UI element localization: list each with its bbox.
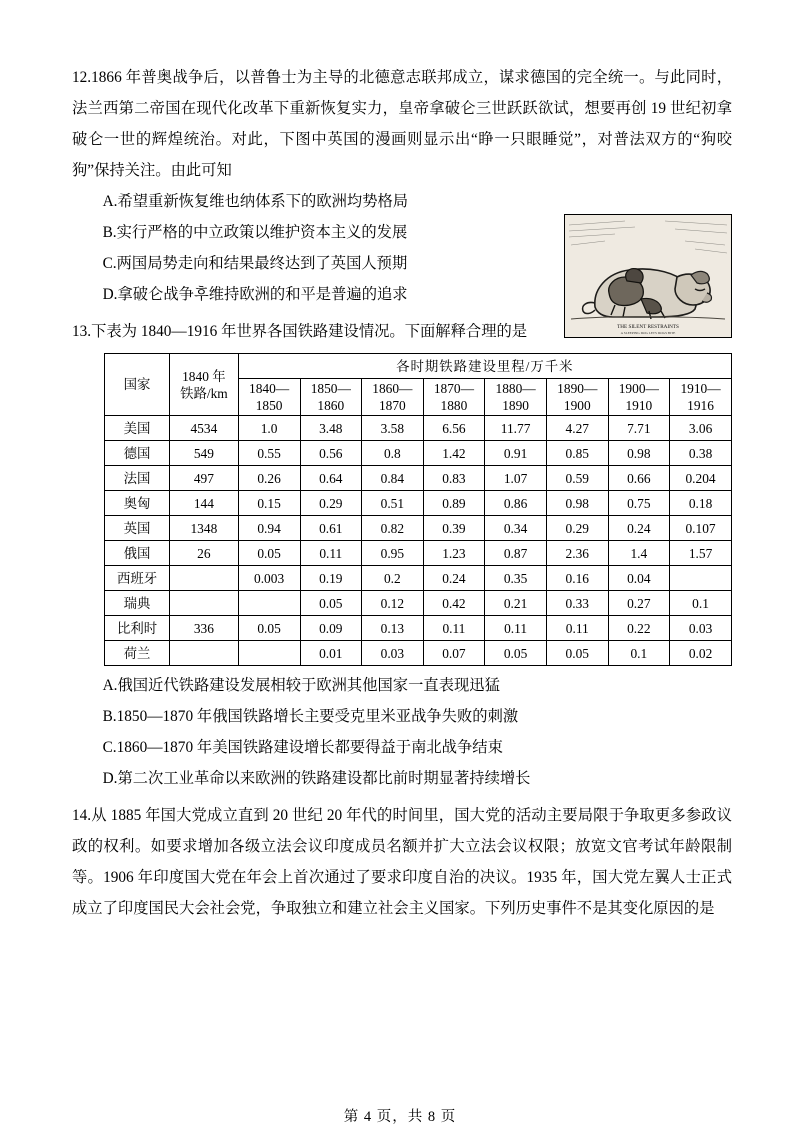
row-value: 0.07 [423, 641, 485, 666]
row-value [238, 591, 300, 616]
question-14-text [72, 800, 732, 924]
row-rail1840: 336 [170, 616, 239, 641]
question-12-option-c: C.两国局势走向和结果最终达到了英国人预期 [102, 255, 408, 272]
row-value: 0.16 [546, 566, 608, 591]
row-value: 0.18 [670, 491, 732, 516]
row-value: 0.8 [362, 441, 424, 466]
row-value: 0.82 [362, 516, 424, 541]
question-13-number: 13. [72, 323, 92, 340]
row-value: 0.05 [546, 641, 608, 666]
header-period-6-label: 1890—1900 [557, 381, 598, 413]
row-country: 俄国 [105, 541, 170, 566]
question-13 [72, 316, 732, 794]
page-content [72, 62, 732, 930]
header-period-8 [670, 379, 732, 416]
header-rail-1840 [170, 354, 239, 416]
question-13-option-b: B.1850—1870 年俄国铁路增长主要受克里米亚战争失败的刺激 [102, 708, 519, 725]
header-period-2-label: 1850—1860 [310, 381, 351, 413]
row-value: 0.85 [546, 441, 608, 466]
row-rail1840 [170, 641, 239, 666]
row-value: 0.09 [300, 616, 362, 641]
row-value: 1.57 [670, 541, 732, 566]
row-value: 1.4 [608, 541, 670, 566]
row-country: 奥匈 [105, 491, 170, 516]
row-country: 瑞典 [105, 591, 170, 616]
header-period-7-label: 1900—1910 [618, 381, 659, 413]
question-14 [72, 800, 732, 924]
row-value: 0.107 [670, 516, 732, 541]
row-value: 0.89 [423, 491, 485, 516]
row-value: 0.204 [670, 466, 732, 491]
header-span-periods: 各时期铁路建设里程/万千米 [238, 354, 731, 379]
row-value: 0.04 [608, 566, 670, 591]
question-14-body: 从 1885 年国大党成立直到 20 世纪 20 年代的时间里，国大党的活动主要局限于争取更多参政议政的权利。如要求增加各级立法会议印度成员名额并扩大立法会议权限；放宽文官考试年龄限制等。1906 年印度国大党在年会上首次通过了要求印度自治的决议。1935 年，国大党左翼人士正式成立了印度国民大会社会党，争取独立和建立社会主义国家。下列历史事件不是其变化原因的是 [72, 807, 732, 917]
row-rail1840: 4534 [170, 416, 239, 441]
row-rail1840: 1348 [170, 516, 239, 541]
row-value: 0.75 [608, 491, 670, 516]
row-value: 0.33 [546, 591, 608, 616]
row-value [238, 641, 300, 666]
row-value: 0.59 [546, 466, 608, 491]
row-value: 0.26 [238, 466, 300, 491]
table-row [105, 591, 732, 616]
table-row [105, 491, 732, 516]
question-12-option-b: B.实行严格的中立政策以维护资本主义的发展 [102, 224, 408, 241]
row-value: 0.83 [423, 466, 485, 491]
row-value: 2.36 [546, 541, 608, 566]
question-12-text [72, 62, 732, 186]
row-value: 0.22 [608, 616, 670, 641]
header-period-3-label: 1860—1870 [372, 381, 413, 413]
row-value: 0.84 [362, 466, 424, 491]
row-value: 0.94 [238, 516, 300, 541]
row-rail1840 [170, 566, 239, 591]
row-value: 0.51 [362, 491, 424, 516]
header-period-4 [423, 379, 485, 416]
row-value: 0.03 [670, 616, 732, 641]
header-period-4-label: 1870—1880 [433, 381, 474, 413]
row-value: 0.42 [423, 591, 485, 616]
row-value: 3.06 [670, 416, 732, 441]
row-value: 0.61 [300, 516, 362, 541]
row-value: 0.24 [608, 516, 670, 541]
row-value: 0.55 [238, 441, 300, 466]
row-value: 0.24 [423, 566, 485, 591]
question-14-number: 14. [72, 807, 92, 824]
row-value: 0.39 [423, 516, 485, 541]
question-13-option-c: C.1860—1870 年美国铁路建设增长都要得益于南北战争结束 [102, 739, 503, 756]
row-value: 7.71 [608, 416, 670, 441]
header-period-8-label: 1910—1916 [680, 381, 721, 413]
table-row [105, 566, 732, 591]
table-row [105, 466, 732, 491]
row-value: 1.0 [238, 416, 300, 441]
row-country: 法国 [105, 466, 170, 491]
header-rail-1840-line2: 铁路/km [180, 385, 228, 401]
row-country: 英国 [105, 516, 170, 541]
row-value: 0.13 [362, 616, 424, 641]
cartoon-caption: THE SILENT RESTRAINTS [617, 324, 679, 330]
header-period-7 [608, 379, 670, 416]
row-value: 0.01 [300, 641, 362, 666]
row-value: 0.05 [485, 641, 547, 666]
table-body [105, 416, 732, 666]
row-rail1840: 549 [170, 441, 239, 466]
row-rail1840: 497 [170, 466, 239, 491]
table-row [105, 541, 732, 566]
question-13-body: 下表为 1840—1916 年世界各国铁路建设情况。下面解释合理的是 [91, 323, 528, 340]
table-header-row-1 [105, 354, 732, 379]
row-value: 0.35 [485, 566, 547, 591]
row-value: 0.02 [670, 641, 732, 666]
row-value: 0.21 [485, 591, 547, 616]
row-value [670, 566, 732, 591]
row-value: 0.11 [485, 616, 547, 641]
row-value: 1.42 [423, 441, 485, 466]
row-value: 3.58 [362, 416, 424, 441]
row-value: 0.91 [485, 441, 547, 466]
row-value: 0.27 [608, 591, 670, 616]
table-row [105, 441, 732, 466]
row-country: 荷兰 [105, 641, 170, 666]
question-13-text [72, 316, 732, 347]
row-value: 0.98 [608, 441, 670, 466]
railway-table [104, 353, 732, 666]
row-rail1840: 144 [170, 491, 239, 516]
row-country: 美国 [105, 416, 170, 441]
row-value: 0.05 [238, 616, 300, 641]
row-value: 1.23 [423, 541, 485, 566]
row-value: 0.95 [362, 541, 424, 566]
row-value: 0.66 [608, 466, 670, 491]
row-value: 0.003 [238, 566, 300, 591]
question-13-option-a: A.俄国近代铁路建设发展相较于欧洲其他国家一直表现迅猛 [102, 677, 500, 694]
header-period-1-label: 1840—1850 [249, 381, 290, 413]
question-12-number: 12. [72, 69, 92, 86]
row-value: 6.56 [423, 416, 485, 441]
row-value: 0.87 [485, 541, 547, 566]
row-value: 0.86 [485, 491, 547, 516]
row-value: 0.11 [423, 616, 485, 641]
row-value: 0.15 [238, 491, 300, 516]
row-value: 0.19 [300, 566, 362, 591]
header-period-5 [485, 379, 547, 416]
header-period-2 [300, 379, 362, 416]
table-row [105, 641, 732, 666]
row-value: 0.11 [546, 616, 608, 641]
row-value: 0.2 [362, 566, 424, 591]
question-12-body: 1866 年普奥战争后，以普鲁士为主导的北德意志联邦成立，谋求德国的完全统一。与此同时，法兰西第二帝国在现代化改革下重新恢复实力，皇帝拿破仑三世跃跃欲试，想要再创 19 世纪初拿破仑一世的辉煌统治。对此，下图中英国的漫画则显示出“睁一只眼睡觉”，对普法双方的“狗咬狗”保持关注。由此可知 [72, 69, 732, 179]
row-value: 0.64 [300, 466, 362, 491]
header-period-5-label: 1880—1890 [495, 381, 536, 413]
row-country: 德国 [105, 441, 170, 466]
row-value: 0.12 [362, 591, 424, 616]
row-value: 0.1 [608, 641, 670, 666]
header-period-6 [546, 379, 608, 416]
row-value: 1.07 [485, 466, 547, 491]
header-period-1 [238, 379, 300, 416]
row-value: 0.56 [300, 441, 362, 466]
row-value: 0.1 [670, 591, 732, 616]
header-rail-1840-line1: 1840 年 [182, 368, 226, 384]
row-value: 0.05 [238, 541, 300, 566]
row-rail1840 [170, 591, 239, 616]
cartoon-subcaption: A SLEEPING DOG LETS DOGS BITE [620, 331, 676, 335]
row-value: 4.27 [546, 416, 608, 441]
header-country: 国家 [105, 354, 170, 416]
row-value: 11.77 [485, 416, 547, 441]
row-value: 0.05 [300, 591, 362, 616]
row-value: 0.38 [670, 441, 732, 466]
row-rail1840: 26 [170, 541, 239, 566]
table-row [105, 516, 732, 541]
question-13-option-d: D.第二次工业革命以来欧洲的铁路建设都比前时期显著持续增长 [102, 770, 531, 787]
page-footer: 第 4 页，共 8 页 [343, 1109, 457, 1125]
row-value: 0.34 [485, 516, 547, 541]
row-value: 0.11 [300, 541, 362, 566]
row-country: 比利时 [105, 616, 170, 641]
table-row [105, 616, 732, 641]
row-country: 西班牙 [105, 566, 170, 591]
question-12-option-d: D.拿破仑战争후维持欧洲的和平是普遍的追求 [102, 286, 408, 303]
row-value: 0.98 [546, 491, 608, 516]
header-period-3 [362, 379, 424, 416]
row-value: 0.29 [300, 491, 362, 516]
row-value: 0.29 [546, 516, 608, 541]
row-value: 3.48 [300, 416, 362, 441]
table-row [105, 416, 732, 441]
row-value: 0.03 [362, 641, 424, 666]
question-12-option-a: A.希望重新恢复维也纳体系下的欧洲均势格局 [102, 193, 409, 210]
